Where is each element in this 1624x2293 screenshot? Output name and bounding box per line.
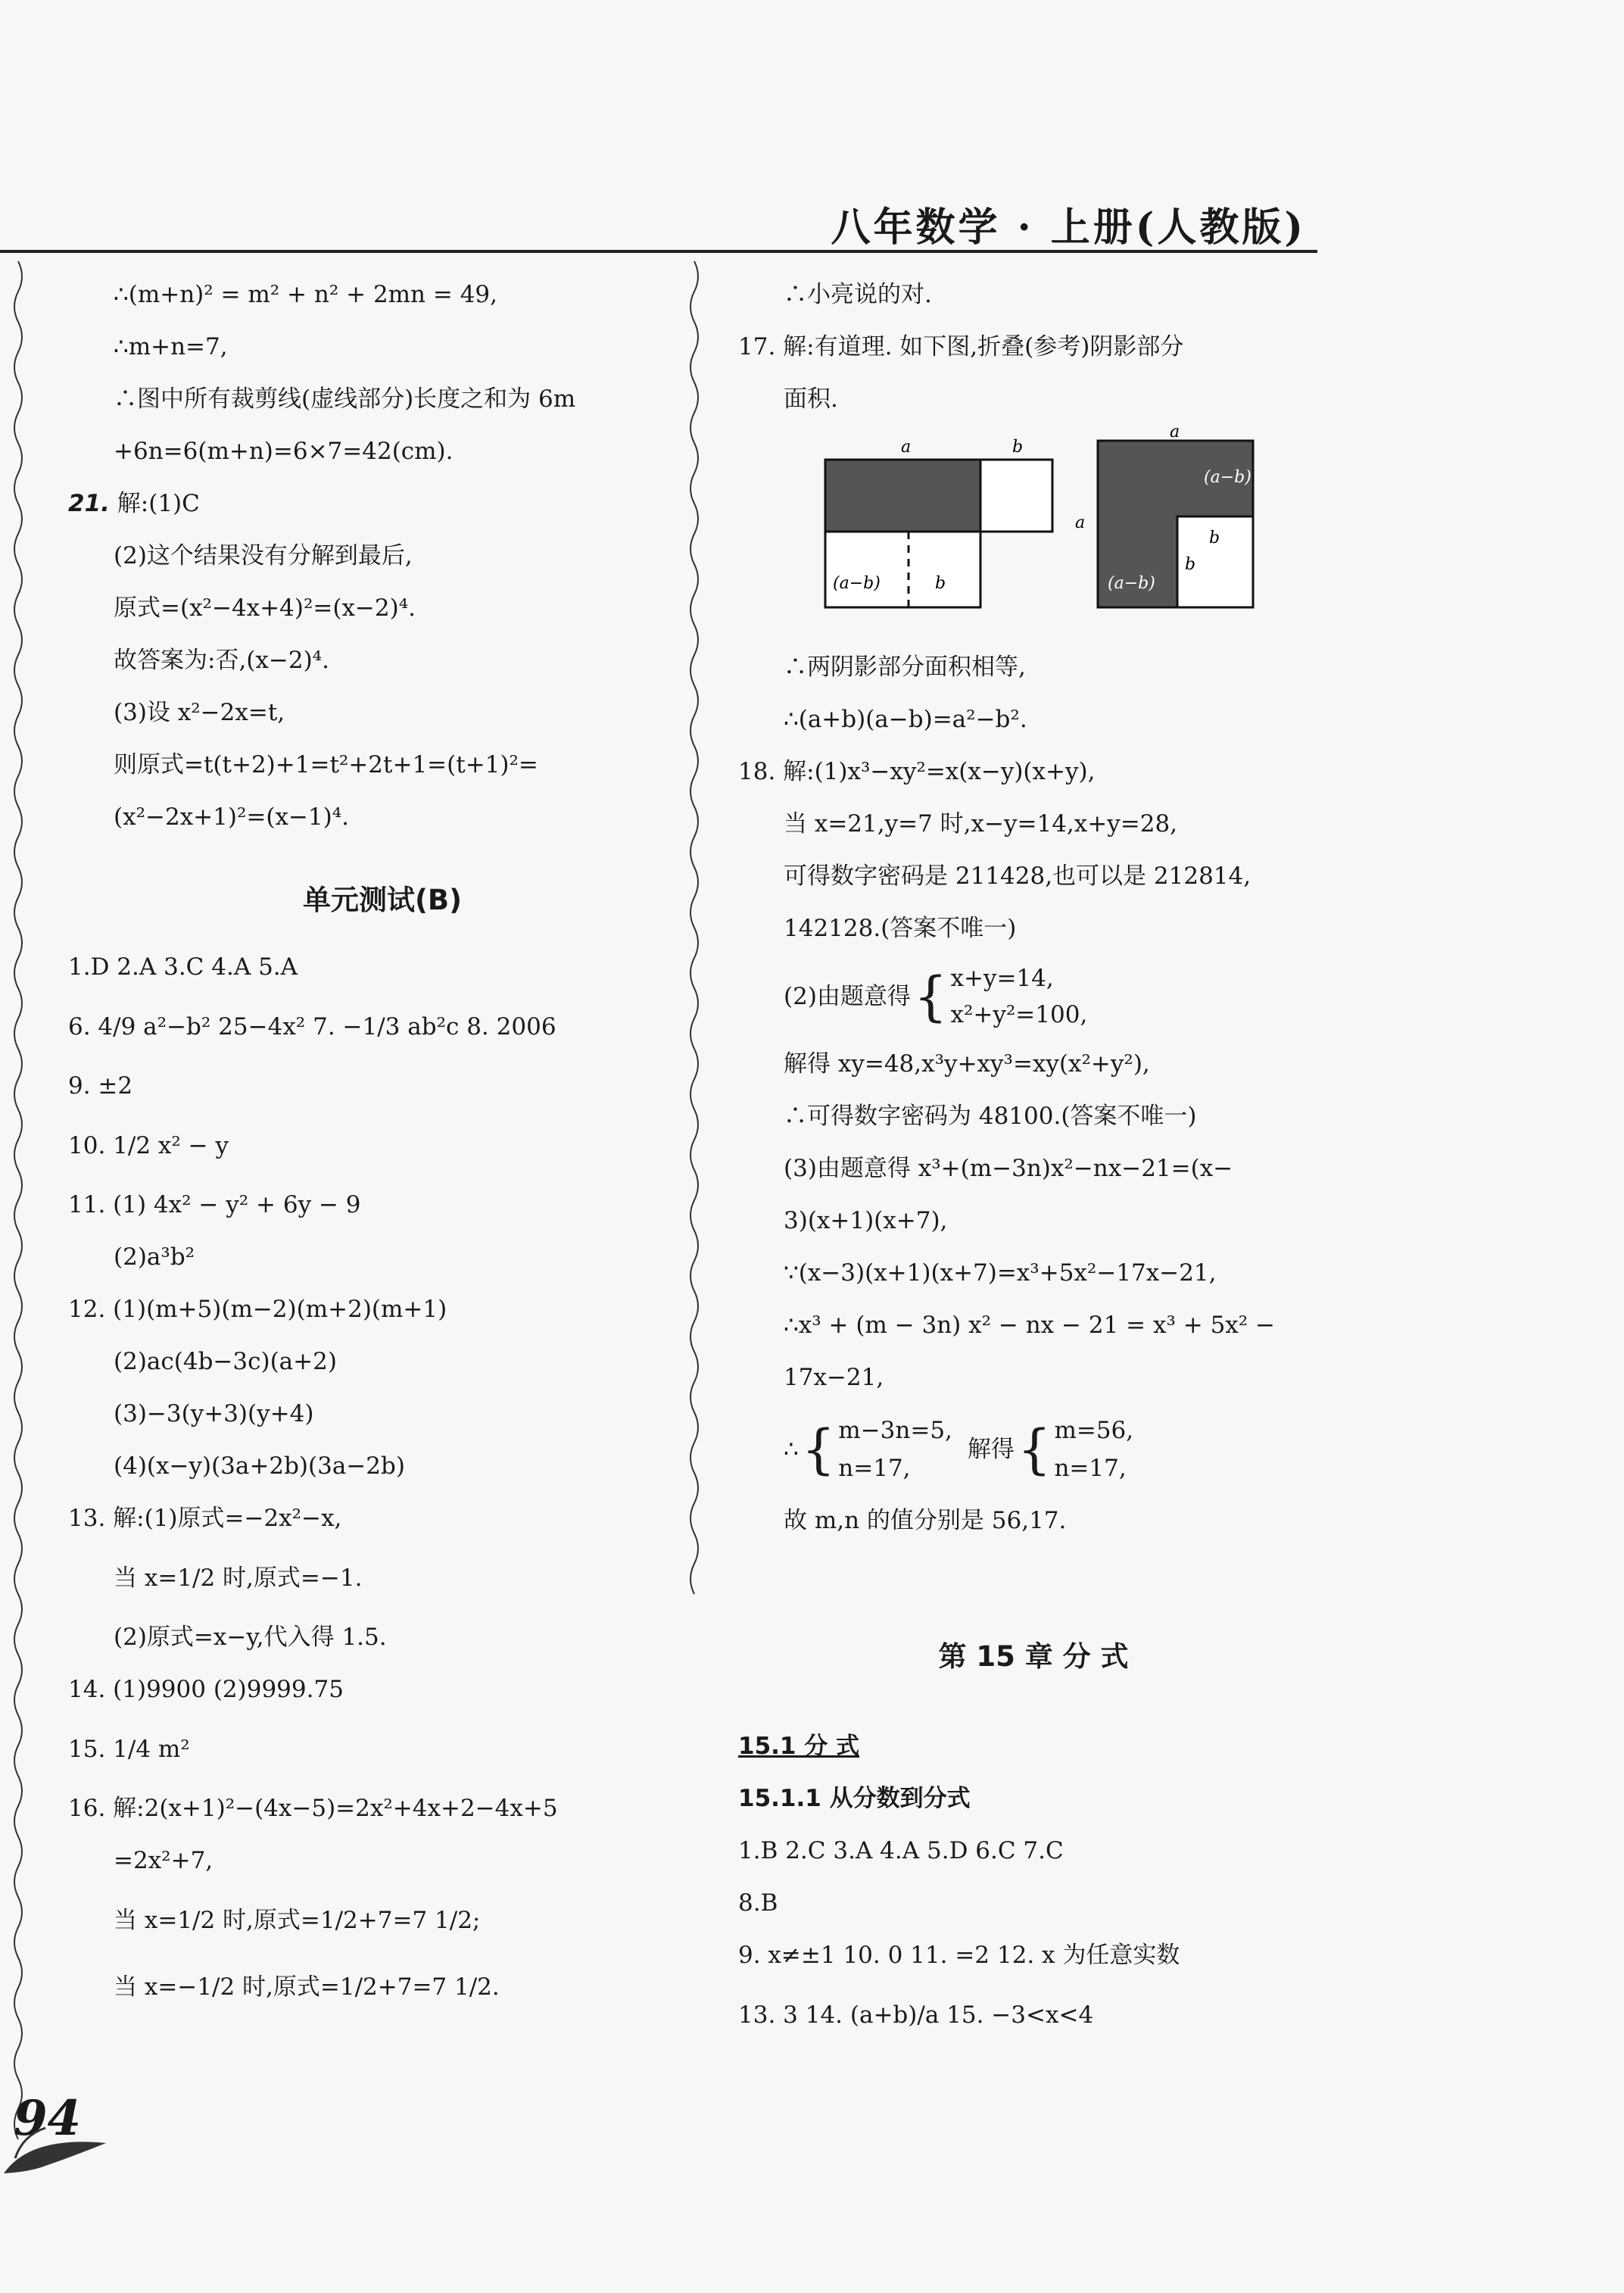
brace: { — [913, 966, 948, 1028]
label-a-minus-b: (a−b) — [833, 574, 881, 593]
line: 可得数字密码是 211428,也可以是 212814, — [784, 863, 1252, 890]
left-column — [68, 269, 697, 2020]
equation-system — [738, 955, 1329, 1038]
chapter-title: 第 15 章 分 式 — [938, 1640, 1129, 1673]
answer-line: 8.B — [738, 1889, 778, 1917]
section-title-unit-test-b: 单元测试(B) — [302, 884, 463, 916]
line: ∴图中所有裁剪线(虚线部分)长度之和为 6m — [114, 385, 576, 413]
answer-line: (4)(x−y)(3a+2b)(3a−2b) — [114, 1452, 405, 1480]
label-a: a — [1170, 423, 1180, 441]
line: 则原式=t(t+2)+1=t²+2t+1=(t+1)²= — [114, 751, 538, 778]
line: 解得 — [967, 1435, 1015, 1463]
label-a-minus-b: (a−b) — [1003, 483, 1051, 502]
line: ∴ — [784, 1435, 799, 1463]
answer-line: 14. (1)9900 (2)9999.75 — [68, 1676, 344, 1703]
question-21 — [68, 478, 697, 530]
equation-system — [738, 1404, 1329, 1495]
line: m=56, — [1054, 1417, 1134, 1444]
answer-line: 13. 3 14. (a+b)/a 15. −3<x<4 — [738, 2001, 1094, 2029]
answer-line: (3)−3(y+3)(y+4) — [114, 1400, 314, 1427]
line: 原式=(x²−4x+4)²=(x−2)⁴. — [114, 594, 416, 622]
answer-line: 11. (1) 4x² − y² + 6y − 9 — [68, 1191, 361, 1218]
line: 142128.(答案不唯一) — [784, 915, 1017, 942]
label-b: b — [935, 574, 946, 593]
label-b: b — [1185, 555, 1196, 574]
line: ∵(x−3)(x+1)(x+7)=x³+5x²−17x−21, — [784, 1259, 1217, 1287]
answer-line: (2)ac(4b−3c)(a+2) — [114, 1348, 337, 1375]
line: x+y=14, — [950, 965, 1054, 992]
line: ∴两阴影部分面积相等, — [784, 654, 1026, 681]
unshaded-region — [825, 532, 980, 607]
line: 面积. — [784, 385, 838, 413]
line: 3)(x+1)(x+7), — [784, 1207, 948, 1234]
label-a-minus-b: (a−b) — [1108, 574, 1155, 593]
line: 当 x=21,y=7 时,x−y=14,x+y=28, — [784, 810, 1178, 838]
folding-area-figure — [821, 423, 1291, 615]
line: ∴x³ + (m − 3n) x² − nx − 21 = x³ + 5x² − — [784, 1312, 1276, 1339]
line: +6n=6(m+n)=6×7=42(cm). — [114, 438, 454, 465]
line: 故答案为:否,(x−2)⁴. — [114, 647, 329, 674]
answer-line: 1.B 2.C 3.A 4.A 5.D 6.C 7.C — [738, 1837, 1064, 1864]
answer-line: (2)a³b² — [114, 1243, 195, 1271]
right-column — [738, 269, 1329, 2048]
line: (3)由题意得 x³+(m−3n)x²−nx−21=(x− — [784, 1155, 1233, 1182]
line: 故 m,n 的值分别是 56,17. — [784, 1507, 1067, 1534]
answer-line: 9. ±2 — [68, 1072, 133, 1100]
line: (2)这个结果没有分解到最后, — [114, 542, 413, 569]
line: ∴可得数字密码为 48100.(答案不唯一) — [784, 1103, 1197, 1130]
answer-line: 当 x=1/2 时,原式=−1. — [114, 1565, 363, 1592]
brace: { — [1017, 1418, 1052, 1480]
label-b: b — [1209, 529, 1220, 548]
answer-line: 15. 1/4 m² — [68, 1736, 190, 1763]
answer-line: 1.D 2.A 3.C 4.A 5.A — [68, 953, 298, 981]
answer-line: 6. 4/9 a²−b² 25−4x² 7. −1/3 ab²c 8. 2006 — [68, 1013, 556, 1040]
question-number: 21. — [68, 490, 110, 517]
answer-line: (2)原式=x−y,代入得 1.5. — [114, 1624, 387, 1651]
label-a-minus-b: (a−b) — [1204, 468, 1252, 487]
answer-line: 13. 解:(1)原式=−2x²−x, — [68, 1505, 342, 1532]
label-a: a — [1075, 513, 1086, 532]
line: ∴(m+n)² = m² + n² + 2mn = 49, — [114, 281, 498, 308]
line: ∴m+n=7, — [114, 333, 228, 360]
answer-line: 当 x=1/2 时,原式=1/2+7=7 1/2; — [114, 1907, 481, 1934]
line: (x²−2x+1)²=(x−1)⁴. — [114, 803, 350, 831]
line: 17. 解:有道理. 如下图,折叠(参考)阴影部分 — [738, 333, 1184, 360]
answer-line: =2x²+7, — [114, 1847, 214, 1874]
line: m−3n=5, — [838, 1417, 952, 1444]
line: ∴小亮说的对. — [784, 281, 932, 308]
subsection-title: 15.1.1 从分数到分式 — [738, 1785, 971, 1812]
line: 17x−21, — [784, 1364, 884, 1391]
page-number: 94 — [14, 2090, 82, 2147]
answer-line: 当 x=−1/2 时,原式=1/2+7=7 1/2. — [114, 1973, 500, 2001]
subsection-title: 15.1 分 式 — [738, 1733, 860, 1760]
line: 解:(1)C — [117, 490, 200, 517]
line: (3)设 x²−2x=t, — [114, 699, 285, 726]
label-b: b — [1012, 438, 1024, 457]
line: 解得 xy=48,x³y+xy³=xy(x²+y²), — [784, 1050, 1150, 1078]
line: x²+y²=100, — [950, 1001, 1088, 1028]
left-wavy-border — [9, 261, 27, 2162]
line: n=17, — [1054, 1455, 1127, 1482]
line: 18. 解:(1)x³−xy²=x(x−y)(x+y), — [738, 758, 1096, 785]
header-rule — [0, 250, 1317, 253]
shaded-region-left — [825, 460, 980, 532]
line: (2)由题意得 — [784, 982, 911, 1010]
answer-line: 10. 1/2 x² − y — [68, 1132, 229, 1159]
label-a: a — [901, 438, 912, 457]
answer-line: 12. (1)(m+5)(m−2)(m+2)(m+1) — [68, 1296, 447, 1323]
brace: { — [801, 1418, 836, 1480]
line: ∴(a+b)(a−b)=a²−b². — [784, 706, 1027, 733]
page-header-title: 八年数学 · 上册(人教版) — [831, 204, 1306, 251]
leaf-ornament-icon — [0, 2113, 114, 2181]
answer-line: 16. 解:2(x+1)²−(4x−5)=2x²+4x+2−4x+5 — [68, 1795, 558, 1822]
line: n=17, — [838, 1455, 911, 1482]
answer-line: 9. x≠±1 10. 0 11. =2 12. x 为任意实数 — [738, 1942, 1180, 1969]
